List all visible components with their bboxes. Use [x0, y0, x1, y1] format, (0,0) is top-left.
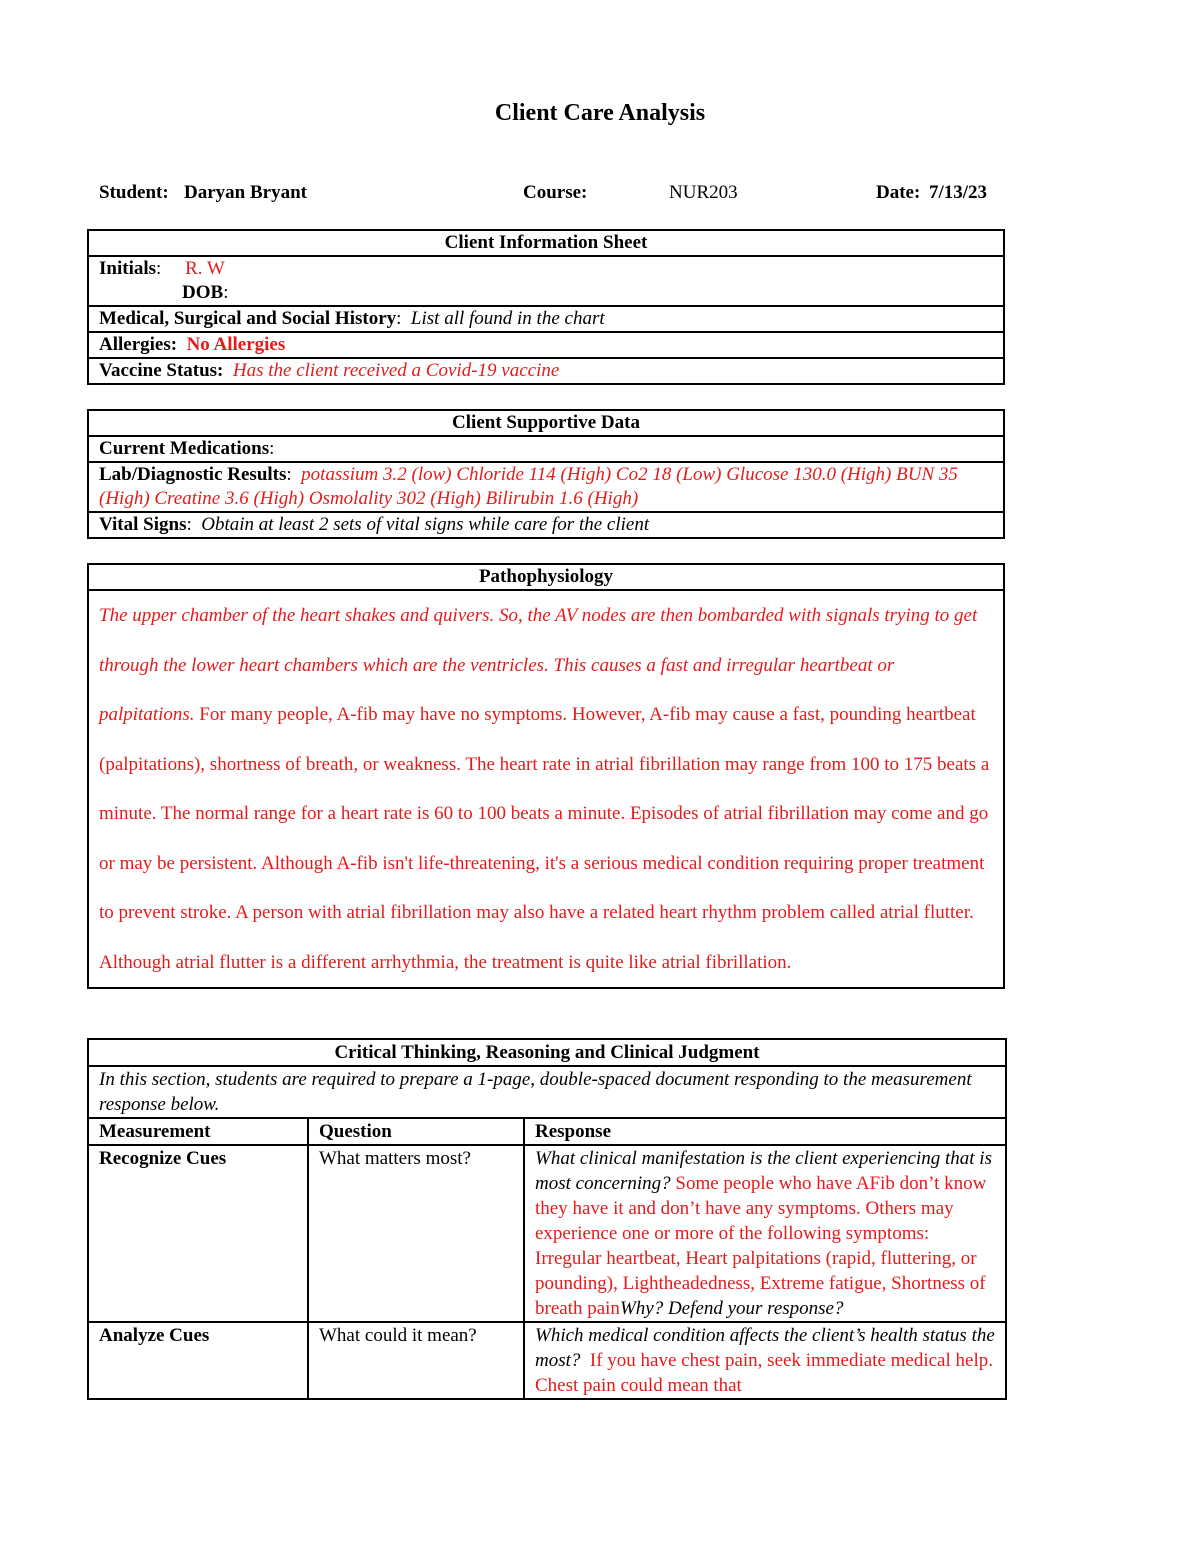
response-answer: If you have chest pain, seek immediate medical help. Chest pain could mean that [535, 1350, 993, 1396]
history-label: Medical, Surgical and Social History [99, 308, 397, 329]
response-prompt-followup: Why? Defend your response? [619, 1298, 844, 1319]
initials-label: Initials [99, 258, 157, 279]
response-prompt: What clinical manifestation is the client experiencing that is most concerning? [535, 1148, 992, 1194]
client-supportive-table [87, 409, 1005, 539]
initials-value: R. W [185, 258, 225, 279]
course-value: NUR203 [669, 182, 738, 203]
dob-label: DOB [182, 282, 224, 303]
vitals-value: Obtain at least 2 sets of vital signs while care for the client [201, 514, 650, 535]
allergies-label: Allergies: [99, 334, 178, 355]
response-answer: Some people who have AFib don’t know they have it and don’t have any symptoms. Others may experience one or more of the following symptoms: Irregular heartbeat, Heart palpitations (rapid, fluttering, or pounding), Lightheadedness, Extreme fatigue, Shortness of breath pain [535, 1173, 987, 1319]
labs-value: potassium 3.2 (low) Chloride 114 (High) Co2 18 (Low) Glucose 130.0 (High) BUN 35 (High) Creatine 3.6 (High) Osmolality 302 (High) Bilirubin 1.6 (High) [99, 464, 958, 509]
col-response: Response [524, 1118, 1006, 1145]
info-heading: Client Information Sheet [88, 230, 1004, 256]
patho-italic-text: The upper chamber of the heart shakes and quivers. So, the AV nodes are then bombarded with signals trying to get through the lower heart chambers which are the ventricles. This causes a fast and irregular heartbeat or palpitations. [99, 605, 978, 725]
date-value: 7/13/23 [929, 182, 988, 203]
row-measurement: Analyze Cues [88, 1322, 308, 1399]
row-response [524, 1322, 1006, 1399]
critical-intro: In this section, students are required to prepare a 1-page, double-spaced document responding to the measurement response below. [88, 1066, 1006, 1118]
row-response [524, 1145, 1006, 1322]
history-value: List all found in the chart [410, 308, 605, 329]
col-measurement: Measurement [88, 1118, 308, 1145]
vitals-label: Vital Signs [99, 514, 187, 535]
critical-thinking-table [87, 1038, 1007, 1400]
row-question: What could it mean? [308, 1322, 524, 1399]
table-row [88, 1145, 1006, 1322]
date-label: Date: [876, 182, 921, 203]
allergies-value: No Allergies [186, 334, 286, 355]
patho-body [88, 590, 1004, 988]
response-prompt: Which medical condition affects the client’s health status the most? [535, 1325, 995, 1371]
labs-cell: Lab/Diagnostic Results: potassium 3.2 (low) Chloride 114 (High) Co2 18 (Low) Glucose 130.0 (High) BUN 35 (High) Creatine 3.6 (High) Osmolality 302 (High) Bilirubin 1.6 (High) [88, 462, 1004, 512]
critical-heading: Critical Thinking, Reasoning and Clinical Judgment [88, 1039, 1006, 1066]
page-title: Client Care Analysis [494, 100, 706, 126]
initials-cell: Initials: R. W DOB: [88, 256, 1004, 306]
vaccine-cell [88, 358, 1004, 384]
vaccine-label: Vaccine Status: [99, 360, 224, 381]
patho-normal-text: For many people, A-fib may have no symptoms. However, A-fib may cause a fast, pounding heartbeat (palpitations), shortness of breath, or weakness. The heart rate in atrial fibrillation may range from 100 to 175 beats a minute. The normal range for a heart rate is 60 to 100 beats a minute. Episodes of atrial fibrillation may come and go or may be persistent. Although A-fib isn't life-threatening, it's a serious medical condition requiring proper treatment to prevent stroke. A person with atrial fibrillation may also have a related heart rhythm problem called atrial flutter. Although atrial flutter is a different arrhythmia, the treatment is quite like atrial fibrillation. [99, 704, 990, 973]
row-measurement: Recognize Cues [88, 1145, 308, 1322]
table-row [88, 1322, 1006, 1399]
patho-heading: Pathophysiology [88, 564, 1004, 590]
supportive-heading: Client Supportive Data [88, 410, 1004, 436]
row-question: What matters most? [308, 1145, 524, 1322]
labs-label: Lab/Diagnostic Results [99, 464, 287, 485]
meds-cell: Current Medications: [88, 436, 1004, 462]
course-label: Course: [523, 182, 588, 203]
col-question: Question [308, 1118, 524, 1145]
pathophysiology-table [87, 563, 1005, 989]
vitals-cell: Vital Signs: Obtain at least 2 sets of vital signs while care for the client [88, 512, 1004, 538]
student-name: Daryan Bryant [184, 182, 307, 203]
vaccine-value: Has the client received a Covid-19 vaccine [232, 360, 560, 381]
student-label: Student: [99, 182, 169, 203]
client-information-table [87, 229, 1005, 385]
history-cell: Medical, Surgical and Social History: List all found in the chart [88, 306, 1004, 332]
meds-label: Current Medications [99, 438, 270, 459]
allergies-cell [88, 332, 1004, 358]
